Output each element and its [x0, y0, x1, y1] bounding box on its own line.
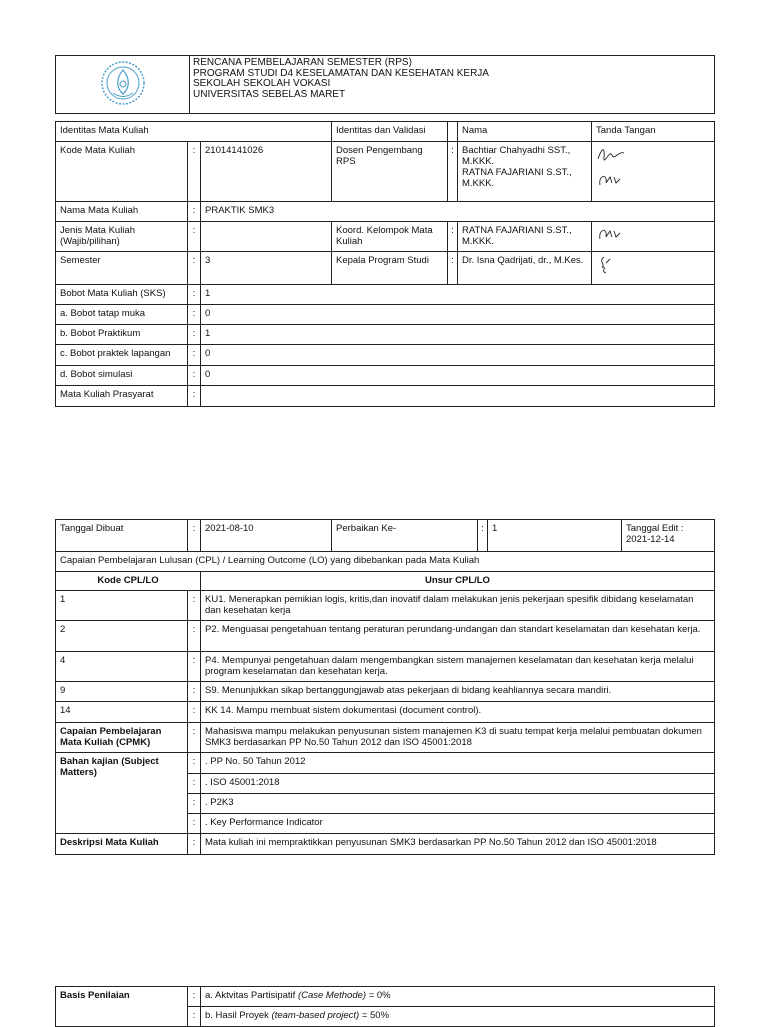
- unsur-cpl-header: Unsur CPL/LO: [201, 572, 715, 591]
- cpl-text: KK 14. Mampu membuat sistem dokumentasi (document control).: [201, 702, 715, 723]
- cpl-section-title: Capaian Pembelajaran Lulusan (CPL) / Learning Outcome (LO) yang dibebankan pada Mata Kuliah: [56, 552, 715, 572]
- colon: :: [188, 652, 201, 682]
- identitas-mata-kuliah-header: Identitas Mata Kuliah: [56, 122, 332, 142]
- cpl-text: KU1. Menerapkan pemikian logis, kritis,dan inovatif dalam melakukan jenis pekerjaan spesifik dibidang keselamatan dan kesehatan kerja: [201, 591, 715, 621]
- colon: :: [478, 520, 488, 552]
- colon: :: [448, 222, 458, 252]
- kode-mata-kuliah-label: Kode Mata Kuliah: [56, 142, 188, 202]
- colon: :: [188, 814, 201, 834]
- university-logo-cell: [56, 56, 190, 114]
- cpmk-text: Mahasiswa mampu melakukan penyusunan sistem manajemen K3 di suatu tempat kerja melalui pembuatan dokumen SMK3 berdasarkan PP No.50 Tahun 2012 dan ISO 45001:2018: [201, 723, 715, 753]
- bobot-praktikum-value: 1: [201, 325, 715, 345]
- colon: :: [188, 621, 201, 652]
- cpl-kode: 1: [56, 591, 188, 621]
- colon: :: [188, 702, 201, 723]
- jenis-mata-kuliah-label: Jenis Mata Kuliah (Wajib/pilihan): [56, 222, 188, 252]
- koord-kelompok-label: Koord. Kelompok Mata Kuliah: [332, 222, 448, 252]
- dosen-name-1: Bachtiar Chahyadhi SST., M.KKK.: [462, 145, 571, 167]
- bobot-sks-value: 1: [201, 285, 715, 305]
- deskripsi-text: Mata kuliah ini mempraktikkan penyusunan SMK3 berdasarkan PP No.50 Tahun 2012 dan ISO 45001:2018: [201, 834, 715, 855]
- cpl-kode: 14: [56, 702, 188, 723]
- tanggal-dibuat-label: Tanggal Dibuat: [56, 520, 188, 552]
- bobot-simulasi-value: 0: [201, 366, 715, 386]
- colon: :: [188, 987, 201, 1007]
- deskripsi-label: Deskripsi Mata Kuliah: [56, 834, 188, 855]
- colon: :: [188, 794, 201, 814]
- bobot-praktek-lapangan-value: 0: [201, 345, 715, 366]
- colon: :: [188, 305, 201, 325]
- cpl-kode: 2: [56, 621, 188, 652]
- header-line-universitas: UNIVERSITAS SEBELAS MARET: [193, 88, 346, 100]
- penilaian-item-suffix: = 0%: [366, 990, 391, 1001]
- bahan-kajian-item: . PP No. 50 Tahun 2012: [201, 753, 715, 774]
- kepala-prodi-value: Dr. Isna Qadrijati, dr., M.Kes.: [458, 252, 592, 285]
- cpl-table: [55, 519, 715, 855]
- tanggal-dibuat-value: 2021-08-10: [201, 520, 332, 552]
- kepala-prodi-label: Kepala Program Studi: [332, 252, 448, 285]
- jenis-mata-kuliah-value: [201, 222, 332, 252]
- bobot-tatap-muka-value: 0: [201, 305, 715, 325]
- colon: :: [188, 366, 201, 386]
- identitas-validasi-header: Identitas dan Validasi: [332, 122, 448, 142]
- kode-mata-kuliah-value: 21014141026: [201, 142, 332, 202]
- tanda-tangan-header: Tanda Tangan: [592, 122, 715, 142]
- colon: :: [188, 325, 201, 345]
- identitas-table: [55, 121, 715, 407]
- penilaian-table: [55, 986, 715, 1027]
- header-line-rps: RENCANA PEMBELAJARAN SEMESTER (RPS): [193, 57, 412, 68]
- nama-mata-kuliah-label: Nama Mata Kuliah: [56, 202, 188, 222]
- penilaian-item-italic: (Case Methode): [297, 990, 367, 1001]
- prasyarat-value: [201, 386, 715, 407]
- dosen-signatures: [592, 142, 715, 202]
- perbaikan-value: 1: [488, 520, 622, 552]
- semester-label: Semester: [56, 252, 188, 285]
- signature-icon: [596, 145, 626, 165]
- kaprodi-signature: [592, 252, 715, 285]
- cpl-kode: 4: [56, 652, 188, 682]
- prasyarat-label: Mata Kuliah Prasyarat: [56, 386, 188, 407]
- cpl-text: S9. Menunjukkan sikap bertanggungjawab atas pekerjaan di bidang keahliannya secara mandiri.: [201, 682, 715, 702]
- dosen-name-2: RATNA FAJARIANI S.ST., M.KKK.: [462, 167, 572, 189]
- dosen-pengembang-names: [458, 142, 592, 202]
- bahan-kajian-item: . P2K3: [201, 794, 715, 814]
- university-logo-icon: [100, 60, 146, 106]
- bahan-kajian-item: . Key Performance Indicator: [201, 814, 715, 834]
- bobot-praktek-lapangan-label: c. Bobot praktek lapangan: [56, 345, 188, 366]
- colon: :: [188, 520, 201, 552]
- penilaian-item-italic: (team-based project): [271, 1010, 360, 1021]
- colon: :: [188, 1007, 201, 1027]
- colon: :: [188, 202, 201, 222]
- colon: :: [188, 285, 201, 305]
- cpl-text: P2. Menguasai pengetahuan tentang peraturan perundang-undangan dan standart keselamatan dan kesehatan kerja.: [201, 621, 715, 652]
- colon: :: [188, 774, 201, 794]
- nama-mata-kuliah-value: PRAKTIK SMK3: [201, 202, 715, 222]
- penilaian-item-prefix: a. Aktvitas Partisipatif: [205, 990, 298, 1001]
- perbaikan-label: Perbaikan Ke-: [332, 520, 478, 552]
- bobot-simulasi-label: d. Bobot simulasi: [56, 366, 188, 386]
- cpl-kode: 9: [56, 682, 188, 702]
- colon: :: [188, 591, 201, 621]
- colon: :: [188, 834, 201, 855]
- tanggal-edit: Tanggal Edit : 2021-12-14: [622, 520, 715, 552]
- bobot-tatap-muka-label: a. Bobot tatap muka: [56, 305, 188, 325]
- colon: :: [188, 142, 201, 202]
- colon: :: [188, 723, 201, 753]
- colon: :: [188, 753, 201, 774]
- header-line-prodi: PROGRAM STUDI D4 KESELAMATAN DAN KESEHATAN KERJA: [193, 67, 489, 79]
- header-title-cell: [190, 56, 715, 114]
- dosen-pengembang-label: Dosen Pengembang RPS: [332, 142, 448, 202]
- kode-cpl-header: Kode CPL/LO: [56, 572, 201, 591]
- rps-header-table: [55, 55, 715, 114]
- semester-value: 3: [201, 252, 332, 285]
- bobot-sks-label: Bobot Mata Kuliah (SKS): [56, 285, 188, 305]
- bahan-kajian-label: Bahan kajian (Subject Matters): [56, 753, 188, 834]
- basis-penilaian-label: Basis Penilaian: [56, 987, 188, 1027]
- cpmk-label: Capaian Pembelajaran Mata Kuliah (CPMK): [56, 723, 188, 753]
- empty-cell: [448, 122, 458, 142]
- colon: :: [188, 222, 201, 252]
- colon: :: [188, 252, 201, 285]
- colon: :: [188, 345, 201, 366]
- colon: :: [188, 386, 201, 407]
- header-line-sekolah: SEKOLAH SEKOLAH VOKASI: [193, 78, 331, 89]
- bobot-praktikum-label: b. Bobot Praktikum: [56, 325, 188, 345]
- penilaian-item-prefix: b. Hasil Proyek: [205, 1010, 272, 1021]
- signature-icon: [596, 255, 626, 275]
- koord-signature: [592, 222, 715, 252]
- penilaian-item-suffix: = 50%: [359, 1010, 390, 1021]
- nama-header: Nama: [458, 122, 592, 142]
- penilaian-item: [201, 987, 715, 1007]
- colon: :: [448, 252, 458, 285]
- signature-icon: [596, 225, 626, 245]
- koord-kelompok-value: RATNA FAJARIANI S.ST., M.KKK.: [458, 222, 592, 252]
- colon: :: [448, 142, 458, 202]
- bahan-kajian-item: . ISO 45001:2018: [201, 774, 715, 794]
- cpl-text: P4. Mempunyai pengetahuan dalam mengembangkan sistem manajemen keselamatan dan kesehatan kerja melalui program keselamatan dan kesehatan kerja.: [201, 652, 715, 682]
- colon: :: [188, 682, 201, 702]
- signature-icon: [596, 171, 626, 191]
